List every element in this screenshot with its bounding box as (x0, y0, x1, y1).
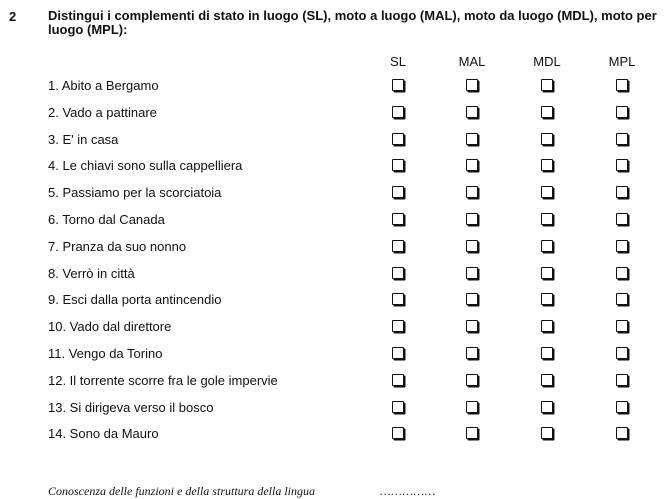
checkbox-mdl[interactable] (541, 213, 553, 225)
exercise-item-label: 12. Il torrente scorre fra le gole impervie (48, 372, 278, 388)
checkbox-sl[interactable] (392, 240, 404, 252)
checkbox-mpl[interactable] (616, 347, 628, 359)
checkbox-mdl[interactable] (541, 267, 553, 279)
exercise-item-row (0, 319, 668, 345)
score-blank: …………… (380, 484, 436, 498)
exercise-item-label: 10. Vado dal direttore (48, 319, 172, 335)
exercise-item-label: 8. Verrò in città (48, 265, 135, 281)
checkbox-mal[interactable] (466, 347, 478, 359)
checkbox-sl[interactable] (392, 347, 404, 359)
checkbox-mpl[interactable] (616, 267, 628, 279)
checkbox-mal[interactable] (466, 159, 478, 171)
exercise-item-label: 14. Sono da Mauro (48, 426, 159, 442)
checkbox-mpl[interactable] (616, 320, 628, 332)
checkbox-mpl[interactable] (616, 213, 628, 225)
checkbox-mal[interactable] (466, 267, 478, 279)
exercise-item-row (0, 346, 668, 372)
checkbox-mdl[interactable] (541, 186, 553, 198)
exercise-instruction: Distingui i complementi di stato in luogo (SL), moto a luogo (MAL), moto da luogo (MDL), moto per luogo (MPL): (48, 8, 657, 37)
exercise-item-row (0, 185, 668, 211)
exercise-item-row (0, 105, 668, 131)
checkbox-mdl[interactable] (541, 240, 553, 252)
exercise-item-row (0, 212, 668, 238)
checkbox-sl[interactable] (392, 106, 404, 118)
footer-label: Conoscenza delle funzioni e della struttura della lingua (48, 484, 315, 498)
checkbox-mal[interactable] (466, 79, 478, 91)
checkbox-mal[interactable] (466, 374, 478, 386)
checkbox-mpl[interactable] (616, 401, 628, 413)
exercise-item-label: 9. Esci dalla porta antincendio (48, 292, 222, 308)
exercise-item-row (0, 426, 668, 452)
checkbox-mpl[interactable] (616, 186, 628, 198)
exercise-item-label: 13. Si dirigeva verso il bosco (48, 399, 214, 415)
checkbox-sl[interactable] (392, 186, 404, 198)
checkbox-mal[interactable] (466, 293, 478, 305)
checkbox-sl[interactable] (392, 374, 404, 386)
exercise-item-row (0, 158, 668, 184)
checkbox-mal[interactable] (466, 133, 478, 145)
exercise-item-row (0, 373, 668, 399)
exercise-number: 2 (9, 9, 17, 24)
checkbox-mdl[interactable] (541, 401, 553, 413)
checkbox-mpl[interactable] (616, 374, 628, 386)
checkbox-mpl[interactable] (616, 133, 628, 145)
checkbox-mpl[interactable] (616, 106, 628, 118)
exercise-item-label: 4. Le chiavi sono sulla cappelliera (48, 158, 243, 174)
checkbox-mdl[interactable] (541, 427, 553, 439)
checkbox-mpl[interactable] (616, 240, 628, 252)
checkbox-sl[interactable] (392, 267, 404, 279)
checkbox-mdl[interactable] (541, 347, 553, 359)
checkbox-sl[interactable] (392, 79, 404, 91)
checkbox-mpl[interactable] (616, 427, 628, 439)
checkbox-mpl[interactable] (616, 293, 628, 305)
exercise-item-label: 11. Vengo da Torino (48, 346, 163, 361)
checkbox-mdl[interactable] (541, 293, 553, 305)
checkbox-mal[interactable] (466, 401, 478, 413)
column-header-sl: SL (390, 54, 406, 69)
checkbox-mal[interactable] (466, 186, 478, 198)
exercise-item-label: 1. Abito a Bergamo (48, 78, 159, 93)
exercise-item-row (0, 132, 668, 158)
exercise-item-row (0, 78, 668, 104)
checkbox-mdl[interactable] (541, 159, 553, 171)
checkbox-sl[interactable] (392, 213, 404, 225)
exercise-item-row (0, 239, 668, 265)
checkbox-mpl[interactable] (616, 159, 628, 171)
exercise-item-row (0, 292, 668, 318)
checkbox-sl[interactable] (392, 293, 404, 305)
checkbox-mal[interactable] (466, 240, 478, 252)
exercise-item-label: 3. E' in casa (48, 131, 119, 147)
exercise-item-row (0, 400, 668, 426)
column-header-mpl: MPL (608, 54, 636, 69)
exercise-item-label: 2. Vado a pattinare (48, 104, 157, 120)
checkbox-sl[interactable] (392, 159, 404, 171)
checkbox-mal[interactable] (466, 427, 478, 439)
checkbox-sl[interactable] (392, 133, 404, 145)
exercise-item-label: 6. Torno dal Canada (48, 212, 165, 227)
checkbox-mal[interactable] (466, 106, 478, 118)
exercise-item-label: 7. Pranza da suo nonno (48, 238, 187, 254)
checkbox-mdl[interactable] (541, 106, 553, 118)
checkbox-mdl[interactable] (541, 79, 553, 91)
exercise-item-label: 5. Passiamo per la scorciatoia (48, 185, 222, 201)
checkbox-mdl[interactable] (541, 133, 553, 145)
checkbox-mdl[interactable] (541, 320, 553, 332)
exercise-item-row (0, 266, 668, 292)
checkbox-sl[interactable] (392, 320, 404, 332)
checkbox-mal[interactable] (466, 320, 478, 332)
checkbox-mpl[interactable] (616, 79, 628, 91)
column-header-mdl: MDL (533, 54, 561, 69)
checkbox-mdl[interactable] (541, 374, 553, 386)
checkbox-mal[interactable] (466, 213, 478, 225)
checkbox-sl[interactable] (392, 401, 404, 413)
checkbox-sl[interactable] (392, 427, 404, 439)
column-header-mal: MAL (458, 54, 486, 69)
